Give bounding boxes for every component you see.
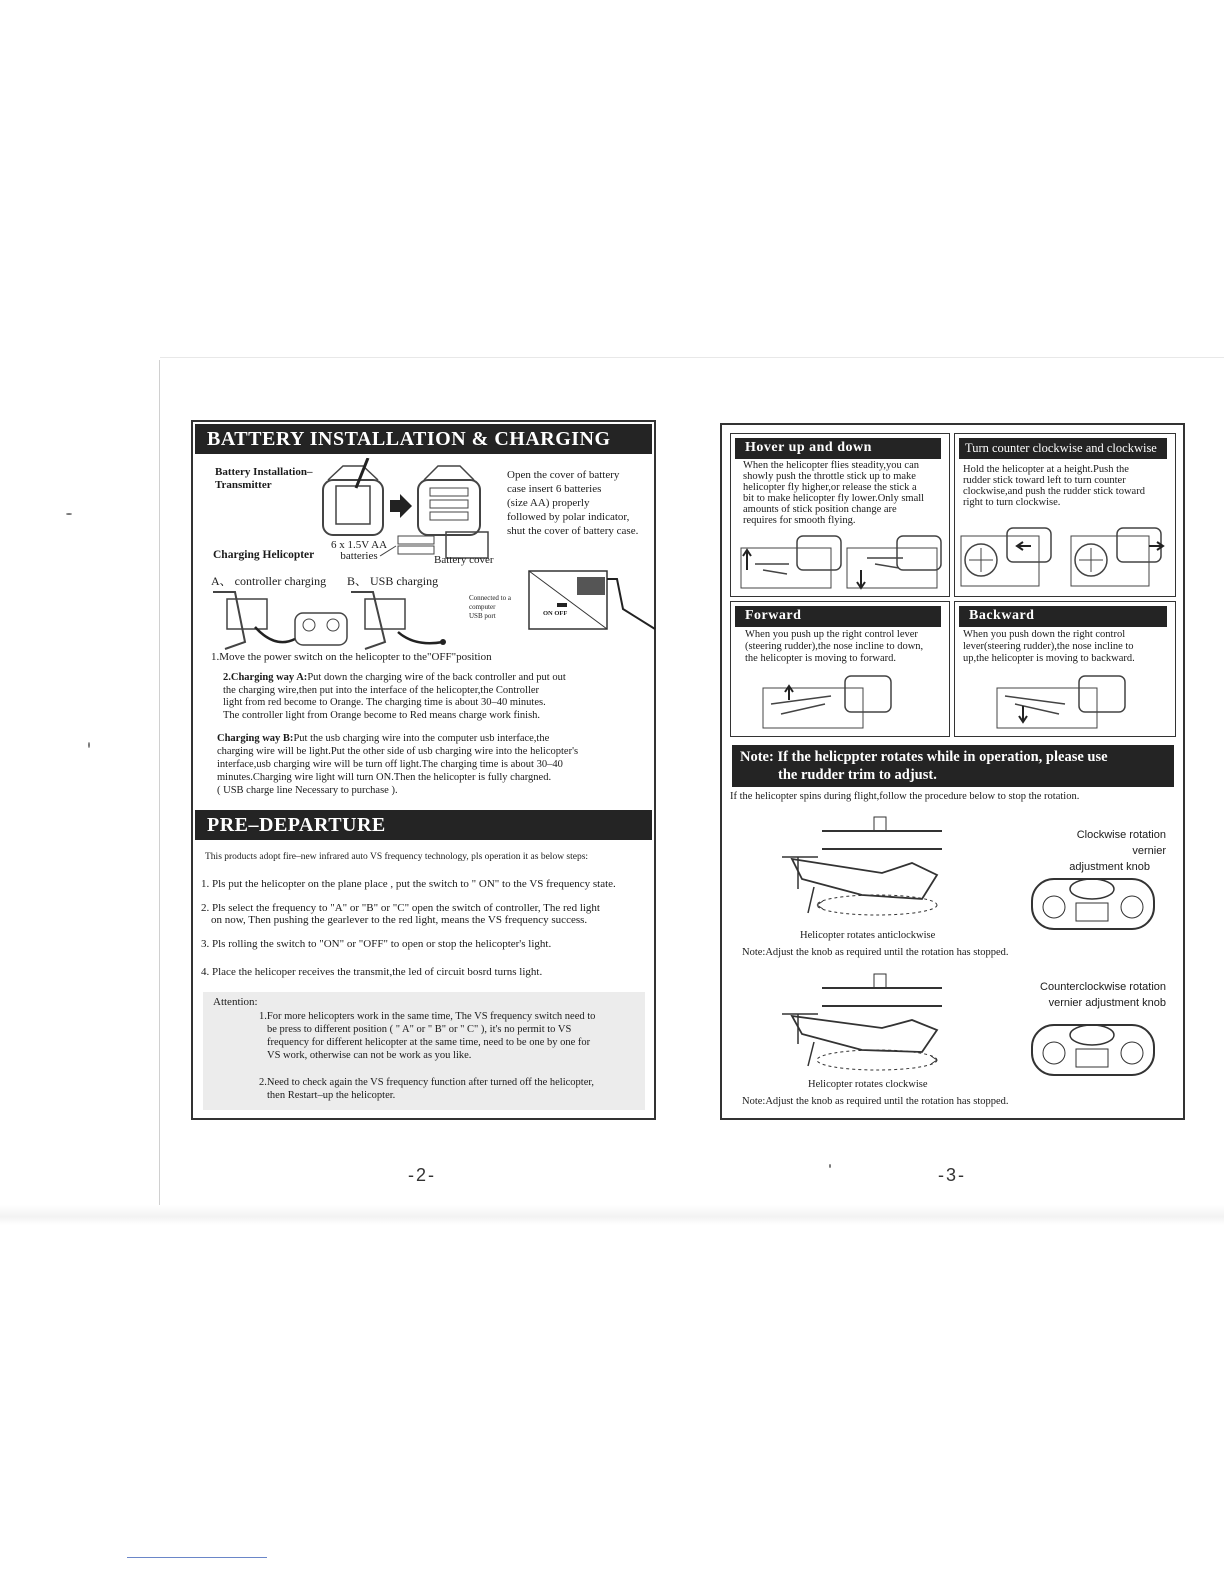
predeparture-section-header: PRE–DEPARTURE (195, 810, 652, 840)
charging-way-b (217, 732, 653, 797)
charging-way-b-title: Charging way B: (217, 733, 294, 744)
predeparture-step (201, 902, 651, 926)
scan-speck (88, 742, 90, 748)
charging-way-b-line: charging wire will be light.Put the other side of usb charging wire into the helicopter's (217, 746, 579, 757)
instruction-line: followed by polar indicator, (507, 511, 630, 523)
flight-controls-panel (720, 423, 1185, 1120)
usb-charging-illustration (343, 587, 453, 653)
hover-line: When the helicopter flies steadity,you can (743, 460, 920, 471)
battery-section-header: BATTERY INSTALLATION & CHARGING (195, 424, 652, 454)
backward-line: When you push down the right control (963, 629, 1126, 640)
bottom-rule (127, 1557, 267, 1558)
hover-line: helicopter fly higher,or release the stick a (743, 482, 917, 493)
on-off-switch-label: ON OFF (543, 610, 568, 617)
battery-charging-panel (191, 420, 656, 1120)
predeparture-intro: This products adopt fire–new infrared auto VS frequency technology, pls operation it as below steps: (205, 852, 589, 862)
attention-line: 1.For more helicopters work in the same time, The VS frequency switch need to (259, 1011, 596, 1022)
cw-knob-label-line: Clockwise rotation vernier (1076, 829, 1166, 857)
turn-text (963, 464, 1145, 508)
ccw-knob-label-line: vernier adjustment knob (1048, 997, 1166, 1009)
instruction-line: shut the cover of battery case. (507, 525, 639, 537)
usb-charging-label: B、 USB charging (347, 574, 439, 588)
hover-line: amounts of stick position change are (743, 504, 897, 515)
usb-note-line: USB port (469, 612, 496, 620)
page-number-left: -2- (408, 1165, 436, 1185)
hover-illustration (737, 534, 947, 594)
instruction-line: (size AA) properly (507, 497, 590, 509)
hover-line: showly push the throttle stick up to make (743, 471, 916, 482)
charging-way-a-title: 2.Charging way A: (223, 672, 308, 683)
turn-line: rudder stick toward left to turn counter (963, 475, 1126, 486)
turn-line: right to turn clockwise. (963, 497, 1061, 508)
backward-text (963, 629, 1135, 665)
charging-way-a (223, 672, 653, 722)
hover-header: Hover up and down (735, 438, 941, 459)
anticlockwise-caption: Helicopter rotates anticlockwise (800, 930, 936, 941)
backward-box (954, 601, 1176, 737)
helicopter-anticlockwise-illustration (762, 813, 962, 931)
attention-item-2 (259, 1076, 641, 1102)
step-line: 4. Place the helicoper receives the transmit,the led of circuit bosrd turns light. (201, 966, 543, 978)
attention-box (203, 992, 645, 1110)
backward-line: up,the helicopter is moving to backward. (963, 653, 1135, 664)
attention-line: be press to different position ( " A" or " B" or " C" ), it's no permit to VS (267, 1024, 572, 1035)
note-header-line: Note: If the helicppter rotates while in operation, please use (740, 749, 1108, 765)
sheet-top-edge (160, 357, 1224, 358)
attention-item-1 (259, 1010, 641, 1062)
attention-label: Attention: (213, 996, 258, 1008)
turn-line: Hold the helicopter at a height.Push the (963, 464, 1129, 475)
forward-text (745, 629, 923, 665)
charging-way-a-line: the charging wire,then put into the interface of the helicopter,the Controller (223, 684, 540, 696)
backward-illustration (995, 674, 1155, 734)
forward-illustration (761, 674, 921, 734)
transmitter-label: Transmitter (215, 479, 272, 491)
charging-way-a-line: light from red become to Orange. The charging time is about 30–40 minutes. (223, 697, 546, 708)
usb-note-line: computer (469, 603, 496, 611)
step-line: 1. Pls put the helicopter on the plane place , put the switch to " ON" to the VS frequency state. (201, 878, 616, 890)
controller-charging-illustration (205, 587, 355, 653)
charging-way-b-line: ( USB charge line Necessary to purchase ). (217, 785, 398, 796)
forward-line: When you push up the right control lever (745, 629, 918, 640)
hover-line: bit to make helicopter fly lower.Only small (743, 493, 925, 504)
battery-install-heading (215, 466, 312, 492)
scan-speck (66, 513, 72, 515)
charging-step-1: 1.Move the power switch on the helicopter to the"OFF"position (211, 651, 492, 663)
attention-line: then Restart–up the helicopter. (267, 1090, 396, 1101)
batteries-word-label: batteries (340, 550, 378, 562)
ccw-knob-label (1022, 979, 1166, 1011)
turn-header: Turn counter clockwise and clockwise (959, 438, 1167, 459)
attention-line: 2.Need to check again the VS frequency function after turned off the helicopter, (259, 1077, 595, 1088)
computer-usb-illustration (527, 569, 657, 633)
hover-text (743, 460, 924, 526)
forward-line: (steering rudder),the nose incline to down, (745, 641, 924, 652)
adjust-note-anticlockwise: Note:Adjust the knob as required until the rotation has stopped. (742, 947, 1009, 958)
usb-port-note (469, 594, 511, 621)
battery-install-label: Battery Installation– (215, 466, 313, 478)
ccw-knob-illustration (1028, 1017, 1160, 1079)
backward-line: lever(steering rudder),the nose incline to (963, 641, 1134, 652)
instruction-line: case insert 6 batteries (507, 483, 602, 495)
predeparture-step (201, 938, 651, 950)
controller-charging-label: A、 controller charging (211, 574, 327, 588)
charging-way-b-line: Put the usb charging wire into the computer usb interface,the (293, 733, 550, 744)
predeparture-steps (201, 878, 651, 978)
helicopter-clockwise-illustration (762, 970, 962, 1082)
open-cover-instructions (507, 468, 638, 538)
sheet-bottom-shadow (0, 1205, 1224, 1225)
charging-way-b-line: interface,usb charging wire will be turn off light.The charging time is about 30–40 (217, 759, 563, 770)
note-header-line: the rudder trim to adjust. (778, 767, 937, 783)
forward-box (730, 601, 950, 737)
cw-knob-label (1042, 827, 1166, 875)
batteries-label (331, 540, 387, 562)
attention-line: VS work, otherwise can not be work as you like. (267, 1050, 472, 1061)
page-number-right: -3- (938, 1165, 966, 1185)
backward-header: Backward (959, 606, 1167, 627)
scan-speck (829, 1164, 831, 1168)
attention-line: frequency for different helicopter at the same time, need to be one by one for (267, 1037, 591, 1048)
predeparture-step (201, 878, 651, 890)
batteries-size-label: 6 x 1.5V AA (331, 539, 388, 551)
clockwise-caption: Helicopter rotates clockwise (808, 1079, 928, 1090)
predeparture-step (201, 966, 651, 978)
rudder-trim-note-header (732, 745, 1174, 787)
ccw-knob-label-line: Counterclockwise rotation (1040, 981, 1166, 993)
forward-line: the helicopter is moving to forward. (745, 653, 897, 664)
hover-box (730, 433, 950, 597)
adjust-note-clockwise: Note:Adjust the knob as required until the rotation has stopped. (742, 1096, 1009, 1107)
charging-way-a-line: Put down the charging wire of the back controller and put out (307, 672, 566, 683)
cw-knob-illustration (1028, 871, 1160, 933)
step-line: 2. Pls select the frequency to "A" or "B" or "C" open the switch of controller, The red light (201, 902, 600, 914)
step-line: on now, Then pushing the gearlever to the red light, means the VS frequency success. (211, 914, 588, 926)
instruction-line: Open the cover of battery (507, 469, 620, 481)
rotation-intro: If the helicopter spins during flight,follow the procedure below to stop the rotation. (730, 791, 1080, 802)
cw-knob-label-line: adjustment knob (1069, 861, 1150, 873)
forward-header: Forward (735, 606, 941, 627)
usb-note-line: Connected to a (469, 594, 511, 602)
charging-way-a-line: The controller light from Orange become to Red means charge work finish. (223, 709, 541, 721)
turn-line: clockwise,and push the rudder stick toward (963, 486, 1145, 497)
sheet-left-edge (159, 360, 160, 1210)
step-line: 3. Pls rolling the switch to "ON" or "OFF" to open or stop the helicopter's light. (201, 938, 552, 950)
turn-illustration (959, 526, 1173, 592)
hover-line: requires for smooth flying. (743, 515, 856, 526)
battery-cover-label: Battery cover (434, 554, 494, 566)
turn-box (954, 433, 1176, 597)
charging-way-b-line: minutes.Charging wire light will turn ON.Then the helicopter is fully chargned. (217, 772, 552, 783)
charging-helicopter-label: Charging Helicopter (213, 549, 315, 561)
